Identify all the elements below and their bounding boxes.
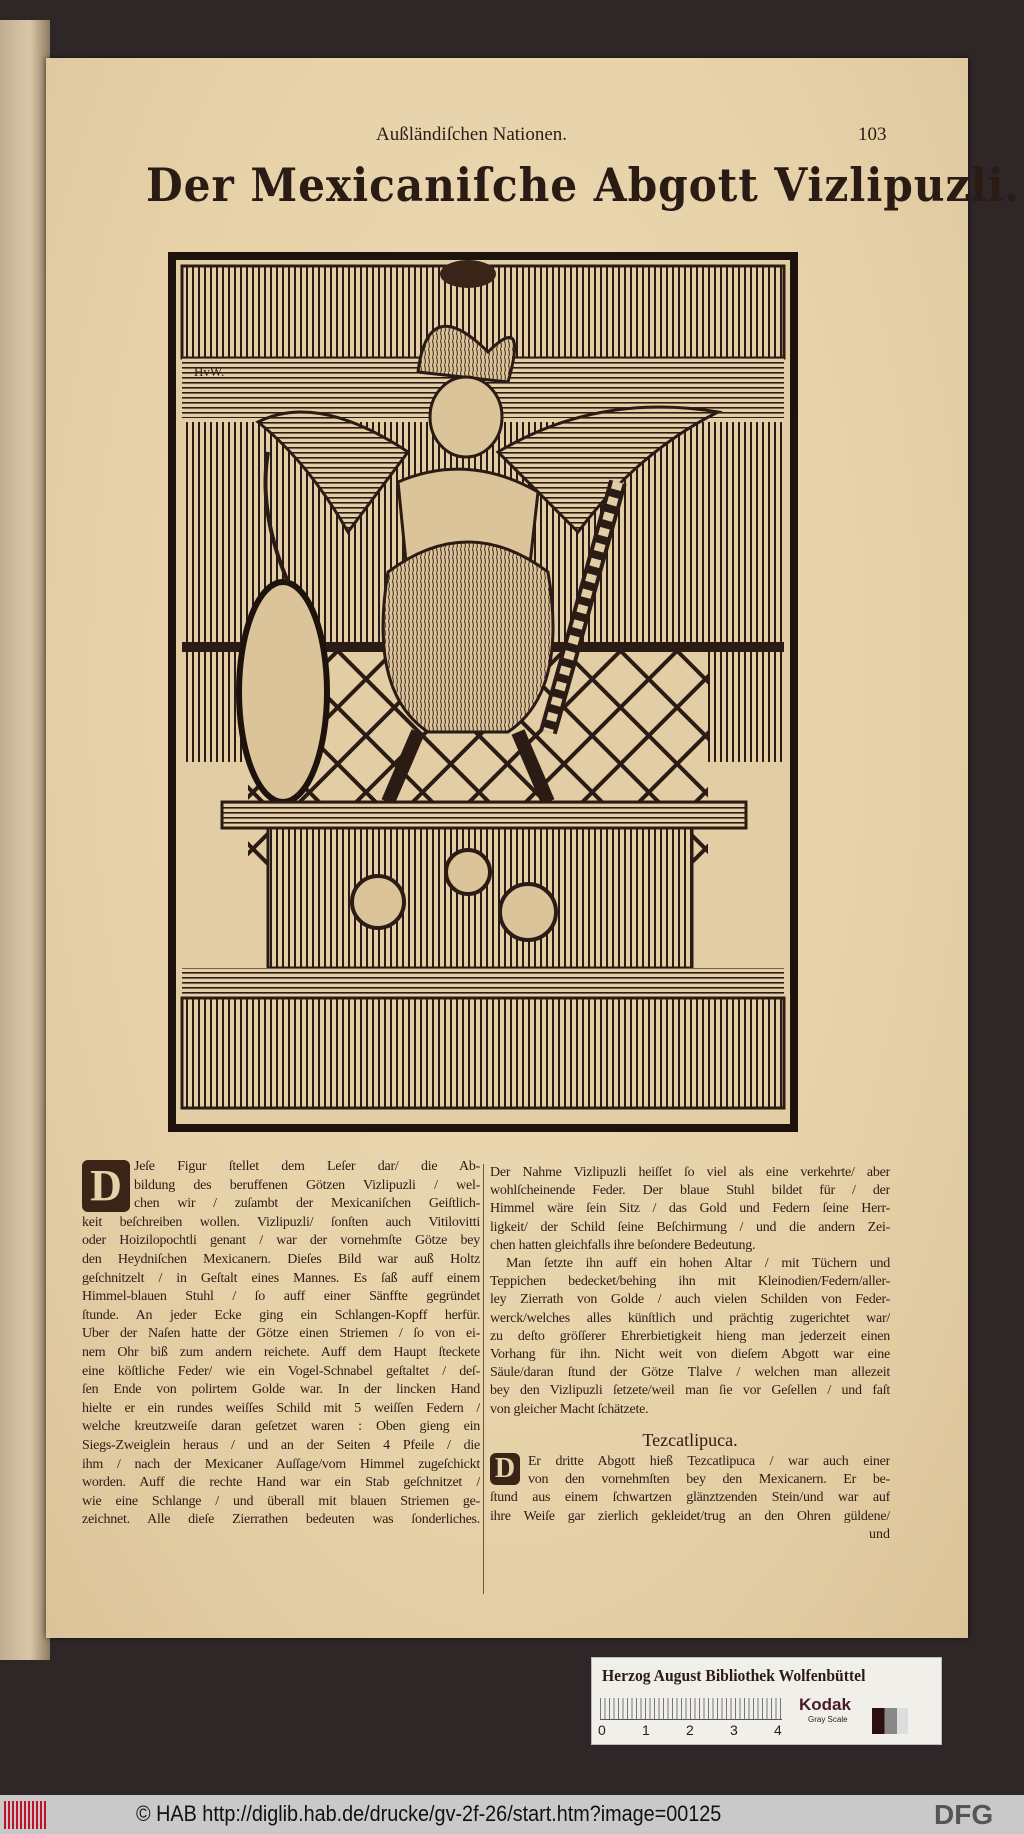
text-line: keit beſchreiben wollen. Vizlipuzli/ ſonſten auch Vitilovitti	[82, 1214, 480, 1230]
text-line: ſtund aus einem ſchwartzen glänztzenden Stein/und war auf	[490, 1490, 890, 1506]
text-line: wie eine Schlange / und überall mit blauen Striemen ge-	[82, 1493, 480, 1509]
drop-cap: D	[490, 1453, 520, 1485]
woodcut-illustration	[168, 252, 798, 1132]
text-line: Er dritte Abgott hieß Tezcatlipuca / war auch einer	[528, 1454, 890, 1470]
text-line: Man ſetzte ihn auff ein hohen Altar / mit Tüchern und	[506, 1256, 890, 1272]
text-line: bildung des beruffenen Götzen Vizlipuzli / wel-	[134, 1177, 480, 1193]
text-line: Teppichen bedecket/behing ihn mit Kleinodien/Federn/aller-	[490, 1274, 890, 1290]
text-line: Siegs-Zweiglein heraus / und an der Seiten 4 Pfeile / die	[82, 1437, 480, 1453]
kodak-logo: Kodak	[799, 1695, 851, 1714]
text-line: ſen Ende von polirtem Golde war. In der lincken Hand	[82, 1382, 480, 1398]
text-line: zu deſto gröſſerer Ehrerbietigkeit hieng man jederzeit einen	[490, 1328, 890, 1344]
text-line: Der Nahme Vizlipuzli heiſſet ſo viel als eine verkehrte/ aber	[490, 1165, 890, 1180]
text-line: zeichnet. Alle dieſe Zierrathen bedeuten was ſonderliches.	[82, 1512, 480, 1528]
text-line: Jeſe Figur ſtellet dem Leſer dar/ die Ab-	[134, 1159, 480, 1174]
copyright-link[interactable]: © HAB http://diglib.hab.de/drucke/gv-2f-26/start.htm?image=00125	[136, 1801, 722, 1826]
ruler-number: 1	[642, 1722, 650, 1738]
page-title: Der Mexicaniſche Abgott Vizlipuzli.	[146, 158, 1021, 212]
text-line: nem Ohr biß zum andern reichete. Auff dem Haupt ſteckete	[82, 1344, 480, 1360]
color-target-card	[591, 1657, 942, 1745]
library-name: Herzog August Bibliothek Wolfenbüttel	[602, 1666, 866, 1685]
text-line: von gleicher Macht ſchätzete.	[490, 1401, 649, 1417]
text-line: wohlſcheinende Feder. Der blaue Stuhl bildet für / der	[490, 1183, 890, 1199]
text-line: chen hatten gleichfalls ihre beſondere Bedeutung.	[490, 1237, 756, 1253]
text-line: chen wir / zuſambt der Mexicaniſchen Geiſtlich-	[134, 1196, 480, 1212]
page-number: 103	[858, 124, 887, 145]
running-head: Außländiſchen Nationen.	[376, 124, 568, 145]
text-line: Uber der Naſen hatte der Götze einen Striemen / ſo von ei-	[82, 1326, 480, 1342]
text-line: werck/welches alles künſtlich und prächtig zugerichtet war/	[490, 1310, 890, 1326]
text-line: Himmel-blauen Stuhl / ſo auff einer Sänffte gegründet	[82, 1289, 480, 1305]
woodcut-monogram: HvW.	[194, 364, 225, 379]
section-heading: Tezcatlipuca.	[642, 1429, 738, 1450]
text-line: geſchnitzelt / in Geſtalt eines Mannes. Es ſaß auff einem	[82, 1270, 480, 1286]
ruler-number: 0	[598, 1722, 606, 1738]
text-line: welche kreutzweiſe daran geſetzet waren : Oben gieng ein	[82, 1419, 480, 1435]
text-line: bey den Vizlipuzli ſetzete/weil man ſie vor Geſellen / und faſt	[490, 1383, 890, 1399]
text-line: Säule/daran ſtund der Götze Tlalve / welchen man allezeit	[490, 1365, 890, 1381]
scale-ruler	[600, 1698, 782, 1720]
gray-scale-label: Gray Scale	[808, 1715, 848, 1724]
footer-bar	[0, 1795, 1024, 1834]
ruler-number: 2	[686, 1722, 694, 1738]
text-column-left	[82, 1158, 480, 1530]
text-line: worden. Auff die rechte Hand war ein Stab geſchnitzet /	[82, 1475, 480, 1491]
previous-page-edge	[0, 20, 50, 1660]
ruler-number: 4	[774, 1722, 782, 1738]
gray-scale-patch	[872, 1708, 908, 1734]
book-page	[46, 58, 1021, 1638]
drop-cap: D	[82, 1160, 130, 1212]
text-line: ſtunde. An jeder Ecke ging ein Schlangen-Kopff herfür.	[82, 1307, 480, 1323]
text-line: von den vornehmſten bey den Mexicanern. Er be-	[528, 1472, 890, 1488]
text-line: oder Hoizilopochtli genant / war der vornehmſte Götze bey	[82, 1233, 480, 1249]
ruler-number: 3	[730, 1722, 738, 1738]
text-line: Vorhang für ihn. Nicht weit von dieſem Abgott war eine	[490, 1347, 890, 1363]
text-line: ligkeit/ der Schild ſeine Beſchirmung / und die andern Zei-	[490, 1219, 890, 1235]
text-line: ihre Weiſe gar zierlich gekleidet/trug an den Ohren güldene/	[490, 1508, 890, 1524]
text-line: den Heydniſchen Mexicanern. Dieſes Bild war auß Holtz	[82, 1251, 480, 1267]
hab-logo-icon	[4, 1801, 48, 1829]
text-line: hielte er ein rundes weiſſes Schild mit 5 weiſſen Federn /	[82, 1400, 480, 1416]
text-line: ley Zierrath von Golde / auch vielen Schilden von Feder-	[490, 1292, 890, 1308]
text-line: ihm / nach der Mexicaner Auſſage/vom Himmel zugeſchickt	[82, 1456, 480, 1472]
text-line: Himmel wäre ſein Sitz / das Gold und Federn ſeine Herr-	[490, 1201, 890, 1217]
column-rule	[483, 1164, 484, 1594]
catchword: und	[869, 1526, 890, 1542]
dfg-logo: DFG	[934, 1799, 994, 1830]
text-column-right	[490, 1164, 890, 1544]
text-line: eine köſtliche Feder/ wie ein Vogel-Schnabel geſtaltet / deſ-	[82, 1363, 480, 1379]
